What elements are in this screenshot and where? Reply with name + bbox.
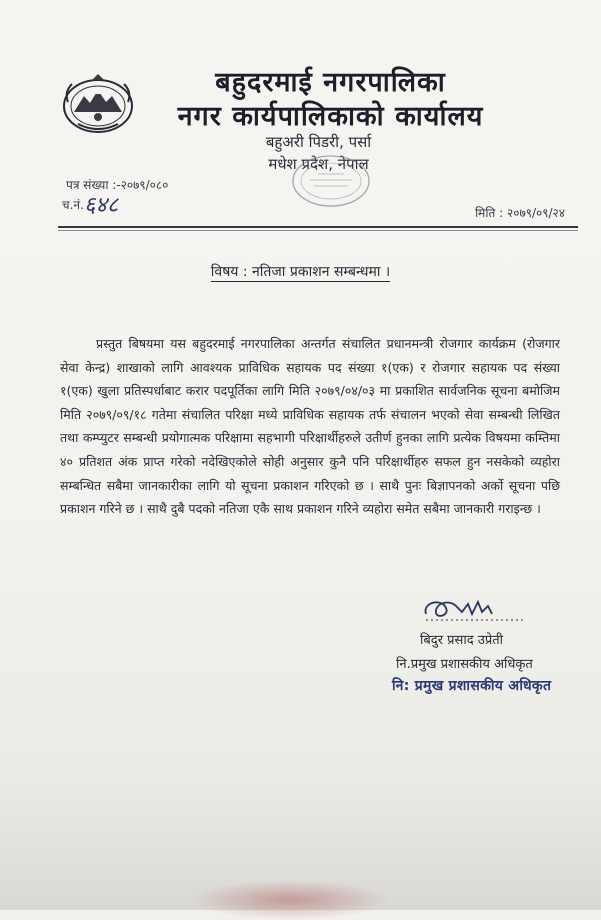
- signatory-stamp: नि: प्रमुख प्रशासकीय अधिकृत: [392, 678, 552, 694]
- office-name: बहुदरमाई नगरपालिका: [215, 67, 446, 98]
- letter-date: मिति : २०७९/०९/२४: [475, 206, 565, 220]
- signature-scribble-icon: [420, 592, 530, 628]
- signatory-title: नि.प्रमुख प्रशासकीय अधिकृत: [396, 657, 533, 672]
- office-subtitle: नगर कार्यपालिकाको कार्यालय: [177, 101, 484, 132]
- dispatch-number-label: च.नं.: [62, 198, 84, 212]
- header-divider-thin: [58, 230, 578, 231]
- dispatch-number-handwritten: ६४८: [84, 193, 119, 218]
- subject-line: [0, 262, 601, 281]
- signatory-name: बिदुर प्रसाद उप्रेती: [420, 633, 504, 648]
- office-seal-stamp-icon: [290, 152, 372, 210]
- address-line-2: मधेश प्रदेश, नेपाल: [268, 155, 369, 173]
- header-divider: [58, 226, 578, 228]
- subject-text: विषय : नतिजा प्रकाशन सम्बन्धमा ।: [210, 264, 391, 280]
- bottom-shadow: [190, 880, 390, 920]
- letter-body: [60, 332, 560, 521]
- body-paragraph: प्रस्तुत बिषयमा यस बहुदरमाई नगरपालिका अन्तर्गत संचालित प्रधानमन्त्री रोजगार कार्यक्रम (रोजगार सेवा केन्द्र) शाखाको लागि आवश्यक प्राविधिक सहायक पद संख्या १(एक) र रोजगार सहायक पद संख्या १(एक) खुला प्रतिस्पर्धाबाट करार पदपूर्तिका लागि मिति २०७९/०४/०३ मा प्रकाशित सार्वजनिक सूचना बमोजिम मिति २०७९/०९/१८ गतेमा संचालित परिक्षा मध्ये प्राविधिक सहायक तर्फ संचालन भएको सेवा सम्बन्धी लिखित तथा कम्प्युटर सम्बन्धी प्रयोगात्मक परिक्षामा सहभागी परिक्षार्थीहरुले उतीर्ण हुनका लागि प्रत्येक विषयमा कम्तिमा ४० प्रतिशत अंक प्राप्त गरेको नदेखिएकोले सोही अनुसार कुनै पनि परिक्षार्थीहरु सफल हुन नसकेको व्यहोरा सम्बन्धित सबैमा जानकारीका लागि यो सूचना प्रकाशन गरिएको छ । साथै पुनः बिज्ञापनको अर्को सूचना पछि प्रकाशन गरिने छ । साथै दुबै पदको नतिजा एकै साथ प्रकाशन गरिने व्यहोरा समेत सबैमा जानकारी गराइन्छ ।: [60, 336, 560, 517]
- letter-reference-number: पत्र संख्या :-२०७९/०८०: [66, 178, 169, 192]
- address-line-1: बहुअरी पिडरी, पर्सा: [265, 133, 372, 151]
